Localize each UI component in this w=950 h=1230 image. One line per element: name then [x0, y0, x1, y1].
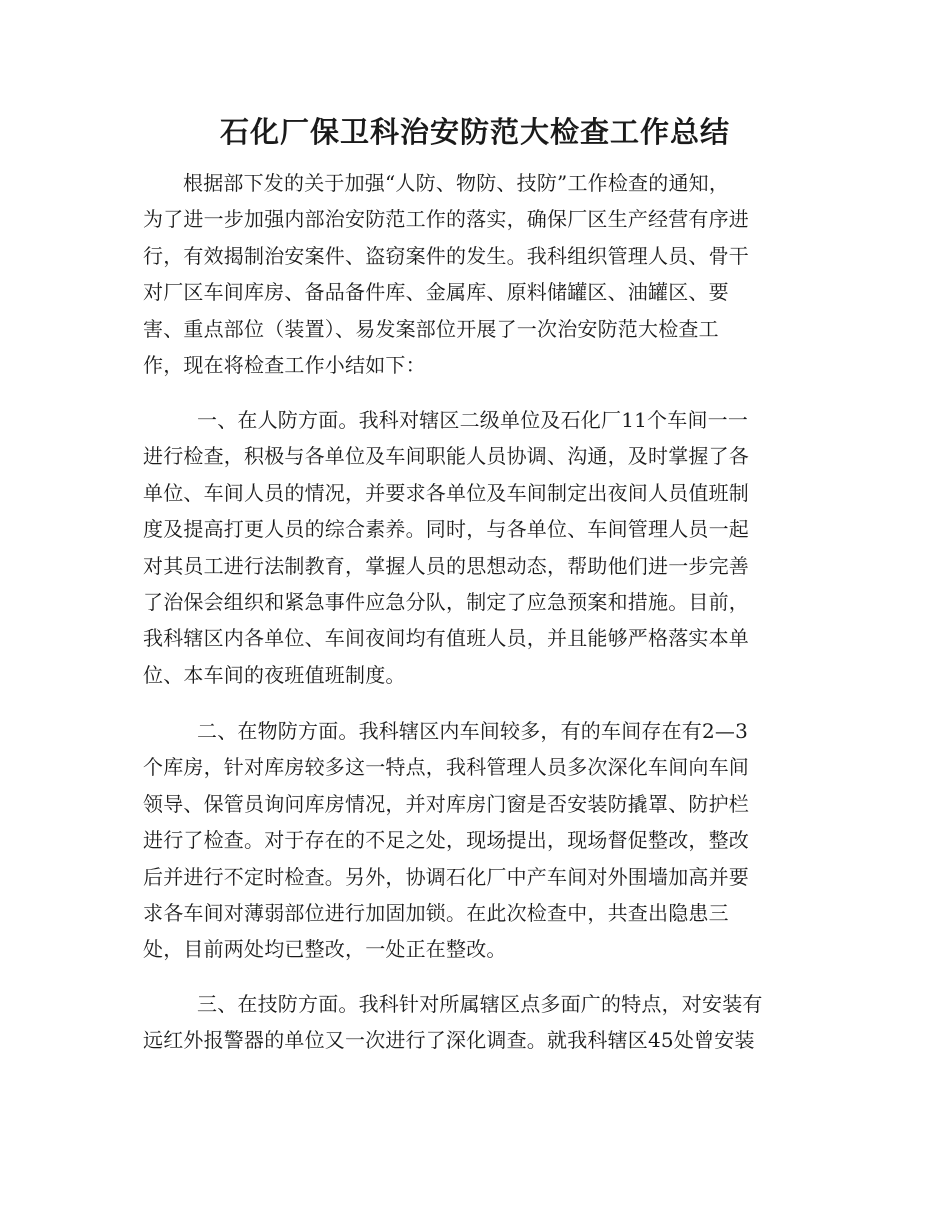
paragraph-physical-defense	[143, 713, 823, 968]
text-line: 作，现在将检查工作小结如下：	[143, 352, 426, 377]
text-line: 个库房，针对库房较多这一特点，我科管理人员多次深化车间向车间	[143, 755, 749, 780]
text-line: 我科辖区内各单位、车间夜间均有值班人员，并且能够严格落实本单	[143, 626, 749, 651]
text-line: 处，目前两处均已整改，一处正在整改。	[143, 937, 507, 962]
paragraph-personnel-defense	[143, 402, 823, 693]
text-line: 对厂区车间库房、备品备件库、金属库、原料储罐区、油罐区、要	[143, 280, 729, 305]
text-line: 三、在技防方面。我科针对所属辖区点多面广的特点，对安装有	[197, 992, 763, 1016]
text-line: 求各车间对薄弱部位进行加固加锁。在此次检查中，共查出隐患三	[143, 900, 729, 925]
text-line: 根据部下发的关于加强“人防、物防、技防”工作检查的通知，	[183, 171, 730, 195]
text-line: 为了进一步加强内部治安防范工作的落实，确保厂区生产经营有序进	[143, 207, 749, 232]
text-line: 进行了检查。对于存在的不足之处，现场提出，现场督促整改，整改	[143, 828, 749, 853]
document-title: 石化厂保卫科治安防范大检查工作总结	[219, 115, 730, 149]
text-line: 了治保会组织和紧急事件应急分队，制定了应急预案和措施。目前，	[143, 589, 749, 614]
text-line: 害、重点部位（装置）、易发案部位开展了一次治安防范大检查工	[143, 316, 719, 341]
text-line: 进行检查，积极与各单位及车间职能人员协调、沟通，及时掌握了各	[143, 444, 749, 469]
text-line: 二、在物防方面。我科辖区内车间较多，有的车间存在有2—3	[197, 719, 749, 743]
paragraph-intro	[143, 165, 823, 383]
text-line: 行，有效揭制治安案件、盗窃案件的发生。我科组织管理人员、骨干	[143, 243, 749, 268]
text-line: 度及提高打更人员的综合素养。同时，与各单位、车间管理人员一起	[143, 517, 749, 542]
text-line: 后并进行不定时检查。另外，协调石化厂中产车间对外围墙加高并要	[143, 864, 749, 889]
text-line: 领导、保管员询问库房情况，并对库房门窗是否安装防撬罩、防护栏	[143, 791, 749, 816]
text-line: 远红外报警器的单位又一次进行了深化调查。就我科辖区45处曾安装	[143, 1028, 755, 1053]
text-line: 位、本车间的夜班值班制度。	[143, 662, 406, 687]
paragraph-technical-defense	[143, 986, 823, 1059]
text-line: 单位、车间人员的情况，并要求各单位及车间制定出夜间人员值班制	[143, 480, 749, 505]
text-line: 对其员工进行法制教育，掌握人员的思想动态，帮助他们进一步完善	[143, 553, 749, 578]
text-line: 一、在人防方面。我科对辖区二级单位及石化厂11个车间一一	[197, 408, 749, 432]
